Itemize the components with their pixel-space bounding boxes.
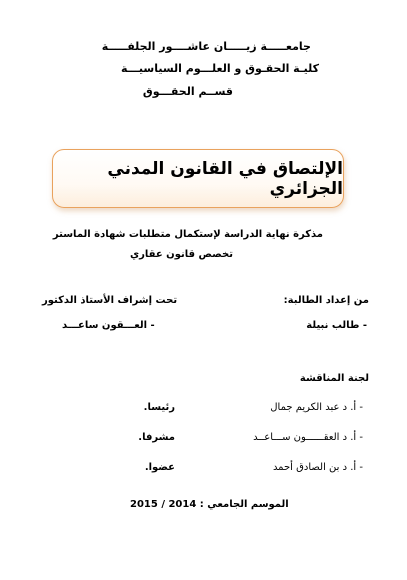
student-name: - طالب نبيلة (306, 320, 367, 331)
committee-member-name: - أ. د بن الصادق أحمد (272, 462, 363, 473)
thesis-purpose: مذكرة نهاية الدراسة لإستكمال متطلبات شهادة الماستر (52, 229, 323, 240)
committee-label: لجنة المناقشة (299, 373, 369, 384)
thesis-title: الإلتصاق في القانون المدني الجزائري (107, 158, 343, 199)
department-name: قســم الحقـــوق (142, 85, 233, 98)
prepared-by-label: من إعداد الطالبة: (283, 295, 369, 306)
specialization: تخصص قانون عقاري (130, 249, 233, 260)
academic-year: الموسم الجامعي : 2014 / 2015 (130, 499, 289, 510)
committee-member-role: مشرفا. (138, 432, 175, 443)
faculty-name: كليـة الحقـوق و العلـــوم السياسيـــة (120, 62, 319, 75)
university-name: جامعـــــة زيـــــان عاشــــور الجلفـــــة (101, 40, 311, 53)
committee-member-name: - أ. د العقــــــون ســـاعــد (253, 432, 363, 443)
committee-member-role: عضوا. (144, 462, 175, 473)
supervisor-name: - العـــقون ساعـــد (62, 320, 155, 331)
committee-member-role: رئيسا. (143, 402, 175, 413)
committee-member-name: - أ. د عبد الكريم جمال (270, 402, 363, 413)
supervisor-label: تحت إشراف الأستاذ الدكتور (42, 295, 178, 306)
title-box (52, 149, 344, 208)
